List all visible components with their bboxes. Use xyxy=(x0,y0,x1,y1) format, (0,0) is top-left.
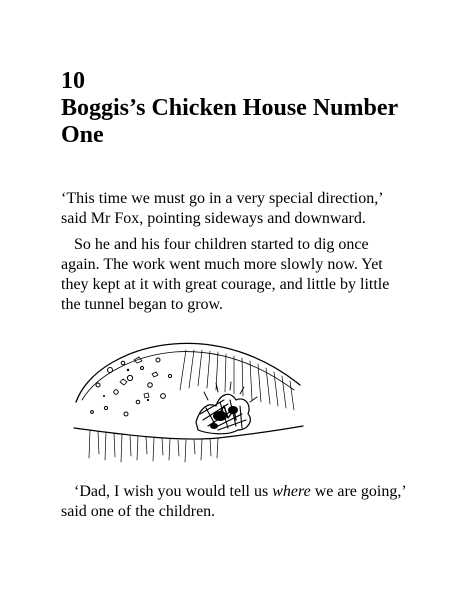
paragraph-3-start: ‘Dad, I wish you would tell us xyxy=(74,483,273,500)
paragraph-1: ‘This time we must go in a very special direction,’ said Mr Fox, pointing sideways and downward. xyxy=(61,190,383,227)
fox-digging-tunnel-sketch-icon xyxy=(68,330,308,465)
chapter-title: Boggis’s Chicken House Number One xyxy=(61,95,398,148)
paragraph-3 xyxy=(61,482,411,522)
chapter-number: 10 xyxy=(61,68,85,94)
paragraph-3-emphasis: where xyxy=(272,483,311,500)
paragraph-3-end: we are going,’ said one of the children. xyxy=(61,483,406,520)
paragraph-2: So he and his four children started to dig once again. The work went much more slowly now. Yet they kept at it with great courage, and little by little the tunnel began to grow. xyxy=(61,236,390,313)
